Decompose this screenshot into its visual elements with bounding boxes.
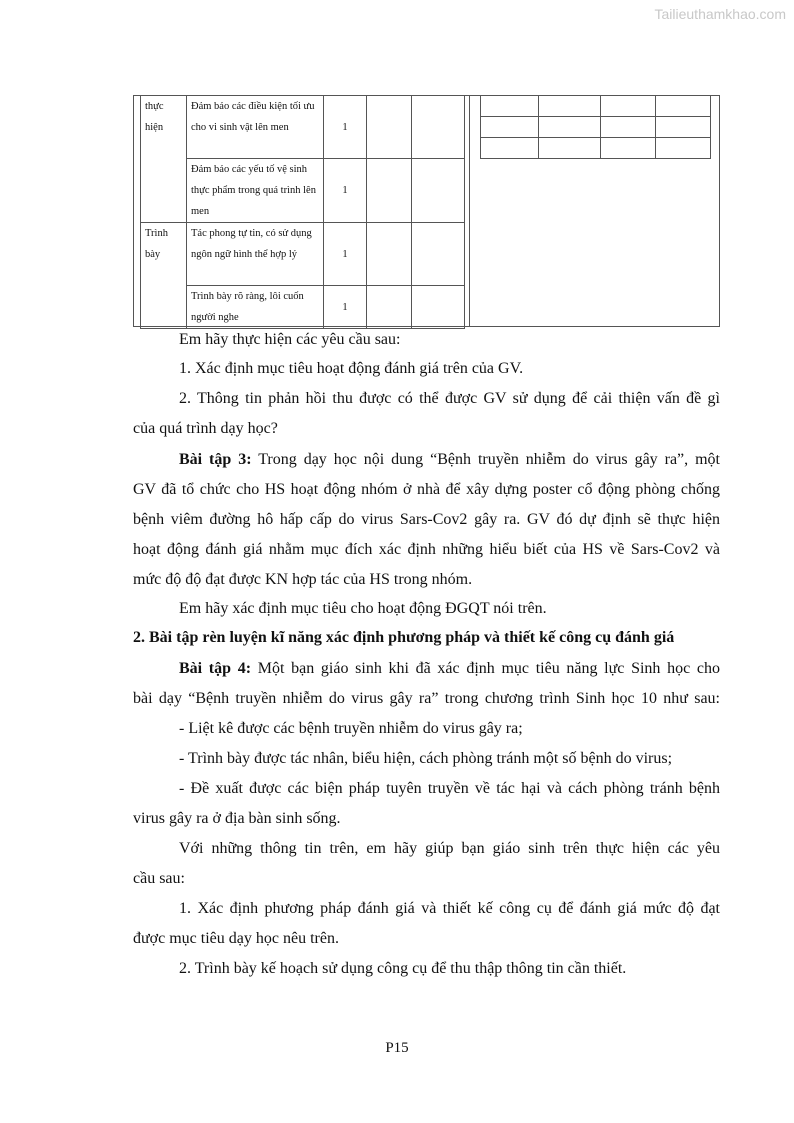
paragraph-line: hoạt động đánh giá nhằm mục đích xác định những hiểu biết của HS về Sars-Cov2 và xyxy=(133,541,720,558)
empty-cell xyxy=(656,117,711,138)
exercise-4-label: Bài tập 4: xyxy=(179,660,252,677)
table-row xyxy=(481,117,711,138)
empty-cell xyxy=(656,138,711,159)
empty-cell xyxy=(539,117,601,138)
paragraph-line: virus gây ra ở địa bàn sinh sống. xyxy=(133,810,341,827)
criterion-cell: Trình bày rõ ràng, lôi cuốn người nghe xyxy=(187,286,324,329)
paragraph-line: Với những thông tin trên, em hãy giúp bạn giáo sinh trên thực hiện các yêu xyxy=(179,840,720,857)
paragraph-line: 2. Trình bày kế hoạch sử dụng công cụ để thu thập thông tin cần thiết. xyxy=(179,960,627,977)
paragraph-line: của quá trình dạy học? xyxy=(133,420,278,437)
score-cell: 1 xyxy=(324,96,367,159)
empty-cell xyxy=(481,96,539,117)
empty-cell xyxy=(412,286,465,329)
bullet-line: - Đề xuất được các biện pháp tuyên truyền về tác hại và cách phòng tránh bệnh xyxy=(179,780,720,797)
table-row xyxy=(141,286,465,329)
empty-cell xyxy=(412,159,465,223)
score-cell: 1 xyxy=(324,159,367,223)
criterion-cell: Đảm bảo các yếu tố vệ sinh thực phẩm trong quá trình lên men xyxy=(187,159,324,223)
table-row xyxy=(141,159,465,223)
empty-cell xyxy=(539,96,601,117)
exercise-3-line xyxy=(179,450,720,470)
empty-cell xyxy=(656,96,711,117)
empty-cell xyxy=(367,96,412,159)
empty-cell xyxy=(367,223,412,286)
exercise-3-text: Trong dạy học nội dung “Bệnh truyền nhiễm do virus gây ra”, một xyxy=(251,451,720,468)
score-cell: 1 xyxy=(324,223,367,286)
paragraph-line: bệnh viêm đường hô hấp cấp do virus Sars-Cov2 gây ra. GV đó dự định sẽ thực hiện xyxy=(133,511,720,528)
table-row xyxy=(481,96,711,117)
criterion-cell: Tác phong tự tin, có sử dụng ngôn ngữ hình thể hợp lý xyxy=(187,223,324,286)
table-row xyxy=(141,223,465,286)
empty-cell xyxy=(601,117,656,138)
paragraph-line: bài dạy “Bệnh truyền nhiễm do virus gây ra” trong chương trình Sinh học 10 như sau: xyxy=(133,690,720,707)
paragraph-line: 2. Thông tin phản hồi thu được có thể được GV sử dụng để cải thiện vấn đề gì xyxy=(179,390,720,407)
section-heading: 2. Bài tập rèn luyện kĩ năng xác định phương pháp và thiết kế công cụ đánh giá xyxy=(133,629,675,646)
exercise-3-label: Bài tập 3: xyxy=(179,451,252,468)
empty-cell xyxy=(412,96,465,159)
empty-cell xyxy=(601,96,656,117)
rubric-table xyxy=(140,95,465,329)
bullet-line: - Liệt kê được các bệnh truyền nhiễm do virus gây ra; xyxy=(179,720,523,737)
exercise-4-text: Một bạn giáo sinh khi đã xác định mục tiêu năng lực Sinh học cho xyxy=(251,660,721,677)
empty-cell xyxy=(601,138,656,159)
criteria-group-cell: thực hiện xyxy=(141,96,187,223)
paragraph-line: mức độ độ đạt được KN hợp tác của HS trong nhóm. xyxy=(133,571,473,588)
criterion-cell: Đảm bảo các điều kiện tối ưu cho vi sinh vật lên men xyxy=(187,96,324,159)
paragraph-line: 1. Xác định mục tiêu hoạt động đánh giá trên của GV. xyxy=(179,360,524,377)
exercise-4-line xyxy=(179,659,720,679)
criteria-group-cell: Trình bày xyxy=(141,223,187,329)
paragraph-line: Em hãy thực hiện các yêu cầu sau: xyxy=(179,331,401,348)
paragraph-line: 1. Xác định phương pháp đánh giá và thiết kế công cụ để đánh giá mức độ đạt xyxy=(179,900,720,917)
paragraph-line: cầu sau: xyxy=(133,870,185,887)
score-cell: 1 xyxy=(324,286,367,329)
watermark: Tailieuthamkhao.com xyxy=(654,6,786,22)
empty-cell xyxy=(367,286,412,329)
page-number: P15 xyxy=(385,1040,409,1056)
table-row xyxy=(481,138,711,159)
table-divider xyxy=(469,95,470,327)
table-row xyxy=(141,96,465,159)
paragraph-line: Em hãy xác định mục tiêu cho hoạt động ĐGQT nói trên. xyxy=(179,600,547,617)
bullet-line: - Trình bày được tác nhân, biểu hiện, cách phòng tránh một số bệnh do virus; xyxy=(179,750,673,767)
empty-cell xyxy=(539,138,601,159)
paragraph-line: GV đã tổ chức cho HS hoạt động nhóm ở nhà để xây dựng poster cổ động phòng chống xyxy=(133,481,720,498)
empty-grid xyxy=(480,95,711,159)
empty-cell xyxy=(412,223,465,286)
empty-cell xyxy=(481,117,539,138)
paragraph-line: được mục tiêu dạy học nêu trên. xyxy=(133,930,339,947)
empty-cell xyxy=(481,138,539,159)
empty-cell xyxy=(367,159,412,223)
